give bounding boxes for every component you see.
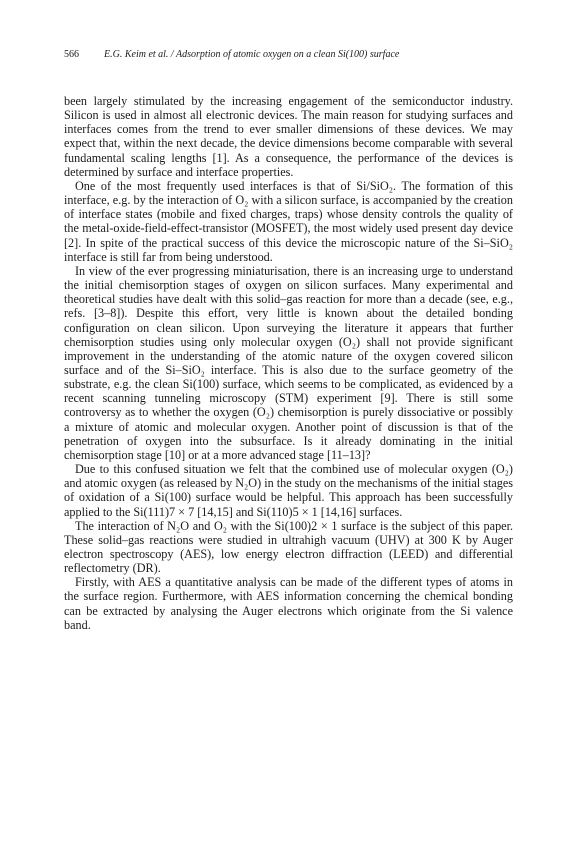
running-head: E.G. Keim et al. / Adsorption of atomic oxygen on a clean Si(100) surface xyxy=(104,49,400,60)
body-text xyxy=(64,94,513,632)
page-number: 566 xyxy=(64,49,79,60)
paragraph: Due to this confused situation we felt that the combined use of molecular oxygen (O₂) and atomic oxygen (as released by N₂O) in the study on the mechanisms of the initial stages of oxidation of a Si(100) surface would be helpful. This approach has been successfully applied to the Si(111)7 × 7 [14,15] and Si(110)5 × 1 [14,16] surfaces. xyxy=(64,462,513,519)
paragraph: been largely stimulated by the increasing engagement of the semiconductor industry. Silicon is used in almost all electronic devices. The main reason for studying surfaces and interfaces comes from the trend to ever smaller dimensions of these devices. We may expect that, within the next decade, the device dimensions become comparable with several fundamental scaling lengths [1]. As a consequence, the performance of the devices is determined by surface and interface properties. xyxy=(64,94,513,179)
paragraph: One of the most frequently used interfaces is that of Si/SiO₂. The formation of this interface, e.g. by the interaction of O₂ with a silicon surface, is accompanied by the creation of interface states (mobile and fixed charges, traps) whose density controls the quality of the metal-oxide-field-effect-transistor (MOSFET), the most widely used present day device [2]. In spite of the practical success of this device the microscopic nature of the Si–SiO₂ interface is still far from being understood. xyxy=(64,178,513,264)
paragraph: The interaction of N₂O and O₂ with the Si(100)2 × 1 surface is the subject of this paper. These solid–gas reactions were studied in ultrahigh vacuum (UHV) at 300 K by Auger electron spectroscopy (AES), low energy electron diffraction (LEED) and differential reflectometry (DR). xyxy=(64,518,513,576)
paragraph: Firstly, with AES a quantitative analysis can be made of the different types of atoms in the surface region. Furthermore, with AES information concerning the chemical bonding can be extracted by analysing the Auger electrons which originate from the Si valence band. xyxy=(64,575,513,632)
paragraph: In view of the ever progressing miniaturisation, there is an increasing urge to understand the initial chemisorption stages of oxygen on silicon surfaces. Many experimental and theoretical studies have dealt with this solid–gas reaction for more than a decade (see, e.g., refs. [3–8]). Despite this effort, very little is known about the detailed bonding configuration on clean silicon. Upon surveying the literature it appears that further chemisorption studies using only molecular oxygen (O₂) shall not provide significant improvement in the understanding of the atomic nature of the oxygen covered silicon surface and of the Si–SiO₂ interface. This is also due to the surface geometry of the substrate, e.g. the clean Si(100) surface, which seems to be complicated, as evidenced by a recent scanning tunneling microscopy (STM) experiment [9]. There is still some controversy as to whether the oxygen (O₂) chemisorption is purely dissociative or possibly a mixture of atomic and molecular oxygen. Another point of discussion is that of the penetration of oxygen into the subsurface. Is it already dominating in the initial chemisorption stage [10] or at a more advanced stage [11–13]? xyxy=(64,263,513,462)
